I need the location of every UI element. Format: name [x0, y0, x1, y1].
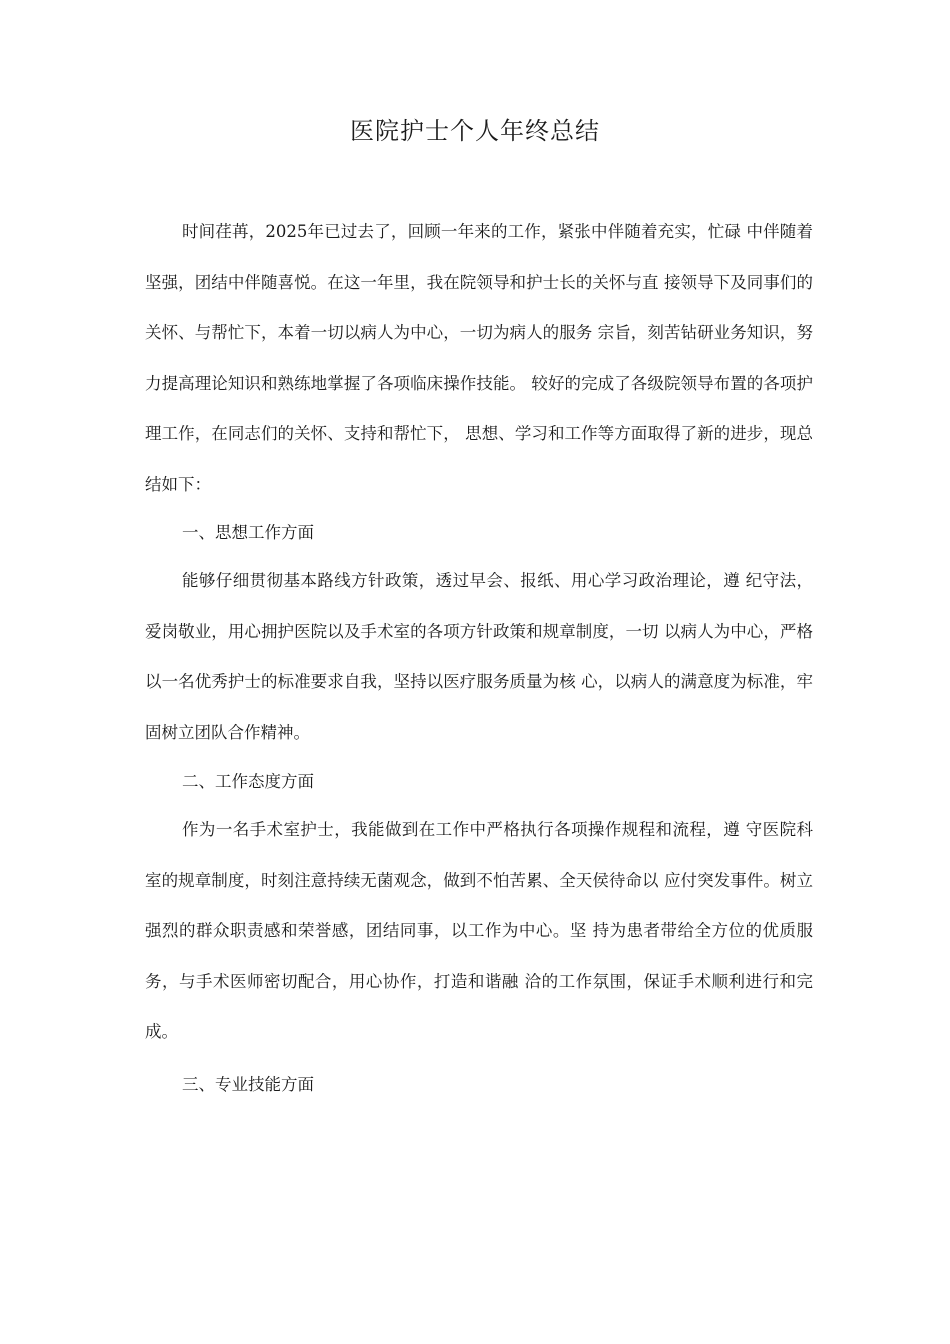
section-heading-3: 三、专业技能方面: [182, 1075, 314, 1094]
section-body-2: 作为一名手术室护士，我能做到在工作中严格执行各项操作规程和流程，遵 守医院科室的规章制度，时刻注意持续无菌观念，做到不怕苦累、全天侯待命以 应付突发事件。树立强烈的群众职责感和荣誉感，团结同事，以工作为中心。坚 持为患者带给全方位的优质服务，与手术医师密切配合，用心协作，打造和谐融 洽的工作氛围，保证手术顺利进行和完成。: [145, 820, 813, 1041]
intro-paragraph: 时间荏苒，2025年已过去了，回顾一年来的工作，紧张中伴随着充实，忙碌 中伴随着坚强，团结中伴随喜悦。在这一年里，我在院领导和护士长的关怀与直 接领导下及同事们的关怀、与帮忙下，本着一切以病人为中心，一切为病人的服务 宗旨，刻苦钻研业务知识，努力提高理论知识和熟练地掌握了各项临床操作技能。 较好的完成了各级院领导布置的各项护理工作，在同志们的关怀、支持和帮忙下， 思想、学习和工作等方面取得了新的进步，现总结如下：: [145, 222, 813, 494]
document-title: 医院护士个人年终总结: [350, 117, 600, 145]
section-heading-1: 一、思想工作方面: [182, 523, 314, 542]
section-body-1: 能够仔细贯彻基本路线方针政策，透过早会、报纸、用心学习政治理论，遵 纪守法，爱岗敬业，用心拥护医院以及手术室的各项方针政策和规章制度，一切 以病人为中心，严格以一名优秀护士的标准要求自我，坚持以医疗服务质量为核 心，以病人的满意度为标准，牢固树立团队合作精神。: [145, 571, 813, 742]
section-heading-2: 二、工作态度方面: [182, 772, 314, 791]
